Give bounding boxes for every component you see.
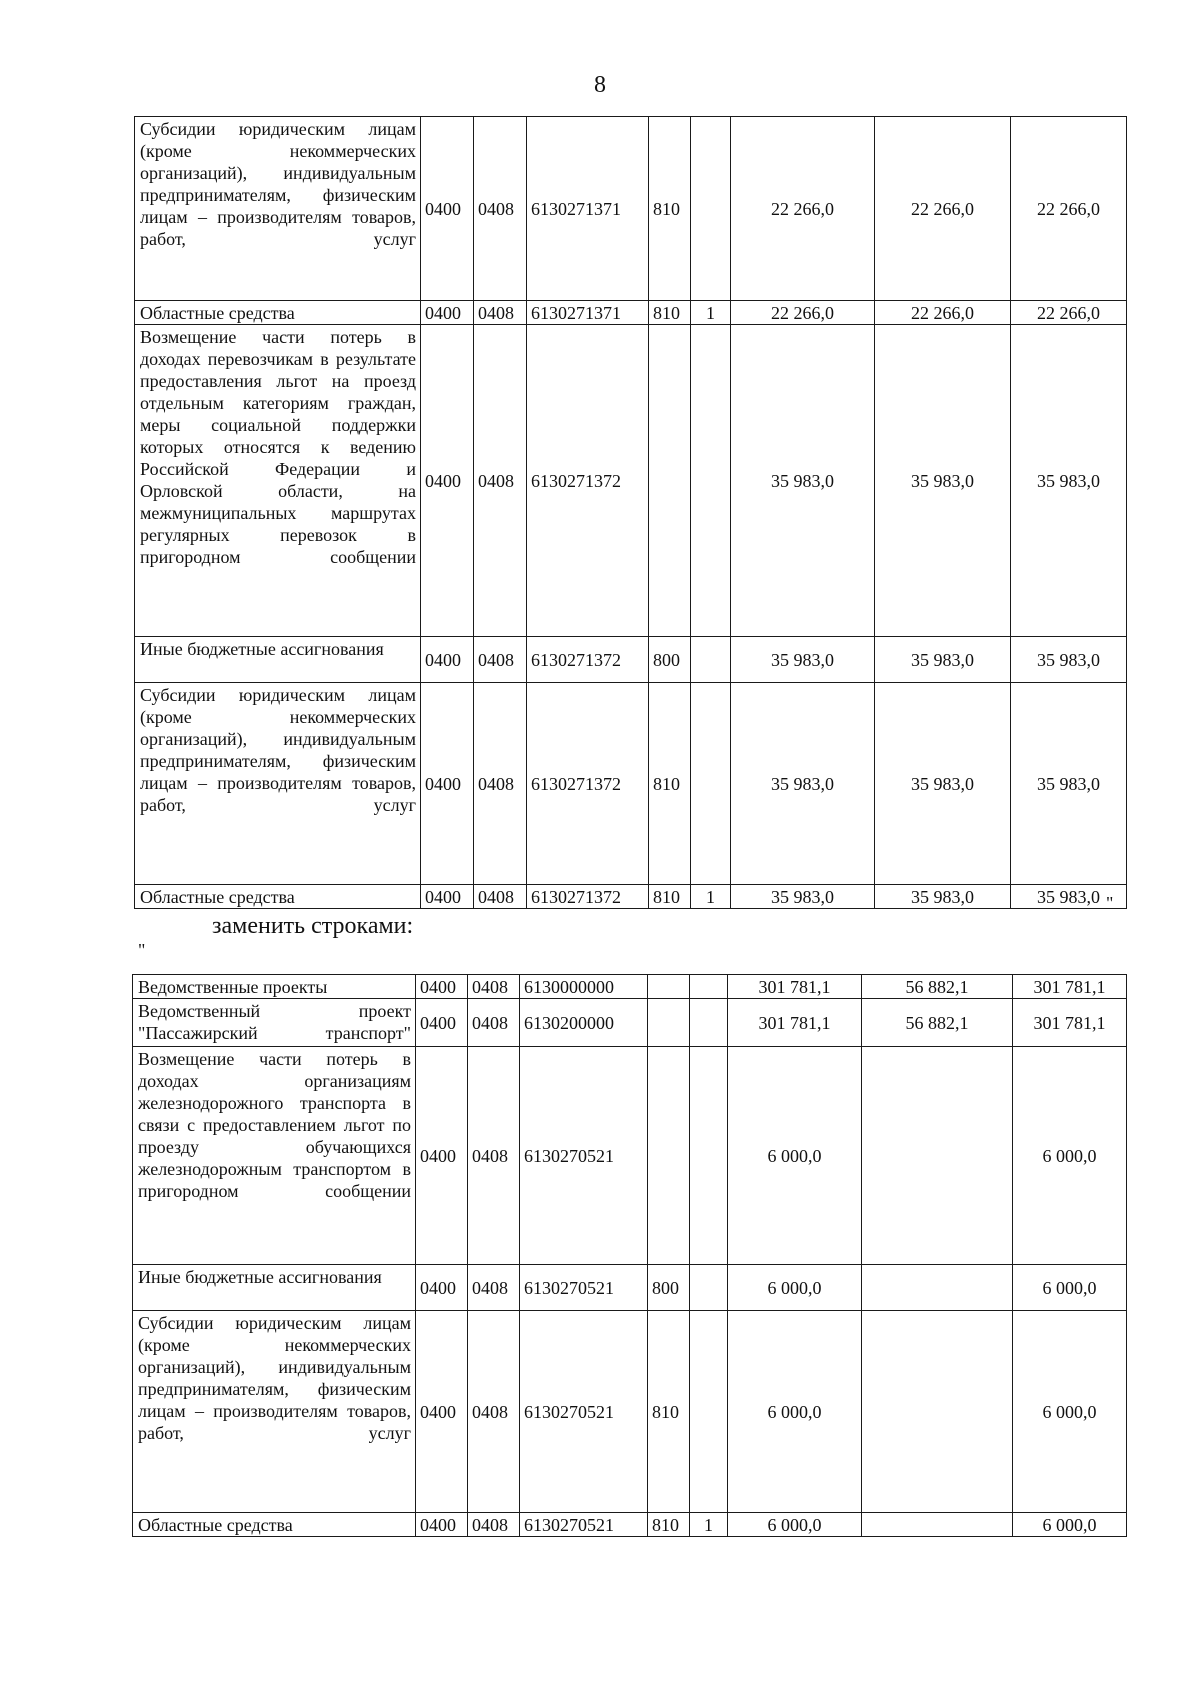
amount-year-1-cell: 301 781,1 xyxy=(728,975,862,999)
section-code-cell: 0400 xyxy=(421,325,474,637)
subsection-code-cell: 0408 xyxy=(468,1311,520,1513)
page-number: 8 xyxy=(594,72,606,98)
table-row xyxy=(135,325,1127,637)
subsection-code-cell: 0408 xyxy=(474,301,527,325)
amount-year-1-cell: 6 000,0 xyxy=(728,1047,862,1265)
subsection-code-cell: 0408 xyxy=(468,1265,520,1311)
name-cell: Областные средства xyxy=(135,301,421,325)
amount-year-3-cell: 6 000,0 xyxy=(1013,1265,1127,1311)
funding-source-cell xyxy=(690,1265,728,1311)
table-row xyxy=(133,975,1127,999)
name-cell: Ведомственный проект "Пассажирский транспорт" xyxy=(133,999,416,1047)
amount-year-3-cell: 22 266,0 xyxy=(1011,117,1127,301)
funding-source-cell xyxy=(690,1311,728,1513)
name-cell: Иные бюджетные ассигнования xyxy=(133,1265,416,1311)
amount-year-3-cell: 35 983,0 xyxy=(1011,885,1127,909)
closing-quote: " xyxy=(1106,893,1114,913)
amount-year-2-cell: 35 983,0 xyxy=(875,325,1011,637)
name-cell: Субсидии юридическим лицам (кроме некоммерческих организаций), индивидуальным предпринимателям, физическим лицам – производителям товаров, работ, услуг xyxy=(135,683,421,885)
name-cell: Возмещение части потерь в доходах перевозчикам в результате предоставления льгот на проезд отдельным категориям граждан, меры социальной поддержки которых относятся к ведению Российской Федерации и Орловской области, на межмуниципальных маршрутах регулярных перевозок в пригородном сообщении xyxy=(135,325,421,637)
amount-year-3-cell: 301 781,1 xyxy=(1013,975,1127,999)
expense-type-cell xyxy=(649,325,691,637)
expense-type-cell: 810 xyxy=(648,1311,690,1513)
name-cell: Иные бюджетные ассигнования xyxy=(135,637,421,683)
table-row xyxy=(133,1265,1127,1311)
amount-year-3-cell: 6 000,0 xyxy=(1013,1513,1127,1537)
amount-year-1-cell: 6 000,0 xyxy=(728,1265,862,1311)
amount-year-3-cell: 22 266,0 xyxy=(1011,301,1127,325)
name-cell: Областные средства xyxy=(133,1513,416,1537)
target-article-cell: 6130271372 xyxy=(527,637,649,683)
amount-year-2-cell: 22 266,0 xyxy=(875,301,1011,325)
subsection-code-cell: 0408 xyxy=(474,637,527,683)
amount-year-1-cell: 35 983,0 xyxy=(731,885,875,909)
subsection-code-cell: 0408 xyxy=(468,1513,520,1537)
amount-year-3-cell: 35 983,0 xyxy=(1011,325,1127,637)
table-row xyxy=(135,885,1127,909)
target-article-cell: 6130271372 xyxy=(527,885,649,909)
funding-source-cell xyxy=(691,683,731,885)
amount-year-1-cell: 6 000,0 xyxy=(728,1311,862,1513)
target-article-cell: 6130271372 xyxy=(527,325,649,637)
amount-year-2-cell: 56 882,1 xyxy=(862,999,1013,1047)
expense-type-cell: 800 xyxy=(648,1265,690,1311)
table-row xyxy=(135,683,1127,885)
table-row xyxy=(133,1513,1127,1537)
section-code-cell: 0400 xyxy=(416,1047,468,1265)
section-code-cell: 0400 xyxy=(416,975,468,999)
target-article-cell: 6130200000 xyxy=(520,999,648,1047)
amount-year-2-cell xyxy=(862,1265,1013,1311)
funding-source-cell xyxy=(690,999,728,1047)
table-row xyxy=(133,1311,1127,1513)
new-rows xyxy=(133,975,1127,1537)
expense-type-cell xyxy=(648,999,690,1047)
amount-year-3-cell: 6 000,0 xyxy=(1013,1047,1127,1265)
name-cell: Возмещение части потерь в доходах организациям железнодорожного транспорта в связи с предоставлением льгот по проезду обучающихся железнодорожным транспортом в пригородном сообщении xyxy=(133,1047,416,1265)
amount-year-1-cell: 22 266,0 xyxy=(731,301,875,325)
target-article-cell: 6130271371 xyxy=(527,117,649,301)
expense-type-cell xyxy=(648,975,690,999)
amount-year-1-cell: 35 983,0 xyxy=(731,683,875,885)
section-code-cell: 0400 xyxy=(421,637,474,683)
amount-year-2-cell xyxy=(862,1047,1013,1265)
new-budget-table xyxy=(132,974,1127,1537)
amount-year-1-cell: 35 983,0 xyxy=(731,325,875,637)
section-code-cell: 0400 xyxy=(416,1311,468,1513)
expense-type-cell xyxy=(648,1047,690,1265)
target-article-cell: 6130270521 xyxy=(520,1513,648,1537)
amount-year-3-cell: 35 983,0 xyxy=(1011,683,1127,885)
section-code-cell: 0400 xyxy=(416,1265,468,1311)
target-article-cell: 6130271372 xyxy=(527,683,649,885)
funding-source-cell xyxy=(690,1047,728,1265)
expense-type-cell: 810 xyxy=(649,885,691,909)
expense-type-cell: 810 xyxy=(649,117,691,301)
amount-year-2-cell: 22 266,0 xyxy=(875,117,1011,301)
amount-year-2-cell: 35 983,0 xyxy=(875,637,1011,683)
funding-source-cell: 1 xyxy=(691,885,731,909)
expense-type-cell: 810 xyxy=(649,301,691,325)
amount-year-2-cell: 35 983,0 xyxy=(875,885,1011,909)
opening-quote: " xyxy=(138,940,146,960)
amount-year-3-cell: 35 983,0 xyxy=(1011,637,1127,683)
subsection-code-cell: 0408 xyxy=(474,885,527,909)
replace-label: заменить строками: xyxy=(212,913,414,939)
subsection-code-cell: 0408 xyxy=(474,325,527,637)
amount-year-3-cell: 6 000,0 xyxy=(1013,1311,1127,1513)
table-row xyxy=(135,637,1127,683)
amount-year-1-cell: 22 266,0 xyxy=(731,117,875,301)
target-article-cell: 6130000000 xyxy=(520,975,648,999)
name-cell: Областные средства xyxy=(135,885,421,909)
section-code-cell: 0400 xyxy=(421,683,474,885)
amount-year-2-cell xyxy=(862,1513,1013,1537)
expense-type-cell: 810 xyxy=(648,1513,690,1537)
amount-year-1-cell: 301 781,1 xyxy=(728,999,862,1047)
table-row xyxy=(135,301,1127,325)
section-code-cell: 0400 xyxy=(416,999,468,1047)
funding-source-cell xyxy=(691,637,731,683)
section-code-cell: 0400 xyxy=(421,117,474,301)
table-row xyxy=(133,999,1127,1047)
amount-year-2-cell xyxy=(862,1311,1013,1513)
target-article-cell: 6130270521 xyxy=(520,1311,648,1513)
expense-type-cell: 810 xyxy=(649,683,691,885)
funding-source-cell: 1 xyxy=(691,301,731,325)
old-rows xyxy=(135,117,1127,909)
section-code-cell: 0400 xyxy=(416,1513,468,1537)
table-row xyxy=(133,1047,1127,1265)
target-article-cell: 6130271371 xyxy=(527,301,649,325)
target-article-cell: 6130270521 xyxy=(520,1047,648,1265)
name-cell: Субсидии юридическим лицам (кроме некоммерческих организаций), индивидуальным предпринимателям, физическим лицам – производителям товаров, работ, услуг xyxy=(135,117,421,301)
subsection-code-cell: 0408 xyxy=(474,117,527,301)
name-cell: Субсидии юридическим лицам (кроме некоммерческих организаций), индивидуальным предпринимателям, физическим лицам – производителям товаров, работ, услуг xyxy=(133,1311,416,1513)
old-budget-table xyxy=(134,116,1127,909)
amount-year-1-cell: 35 983,0 xyxy=(731,637,875,683)
table-row xyxy=(135,117,1127,301)
funding-source-cell xyxy=(691,117,731,301)
subsection-code-cell: 0408 xyxy=(468,975,520,999)
name-cell: Ведомственные проекты xyxy=(133,975,416,999)
target-article-cell: 6130270521 xyxy=(520,1265,648,1311)
amount-year-2-cell: 35 983,0 xyxy=(875,683,1011,885)
amount-year-1-cell: 6 000,0 xyxy=(728,1513,862,1537)
subsection-code-cell: 0408 xyxy=(468,999,520,1047)
funding-source-cell: 1 xyxy=(690,1513,728,1537)
funding-source-cell xyxy=(691,325,731,637)
amount-year-2-cell: 56 882,1 xyxy=(862,975,1013,999)
subsection-code-cell: 0408 xyxy=(468,1047,520,1265)
section-code-cell: 0400 xyxy=(421,885,474,909)
section-code-cell: 0400 xyxy=(421,301,474,325)
expense-type-cell: 800 xyxy=(649,637,691,683)
subsection-code-cell: 0408 xyxy=(474,683,527,885)
funding-source-cell xyxy=(690,975,728,999)
amount-year-3-cell: 301 781,1 xyxy=(1013,999,1127,1047)
